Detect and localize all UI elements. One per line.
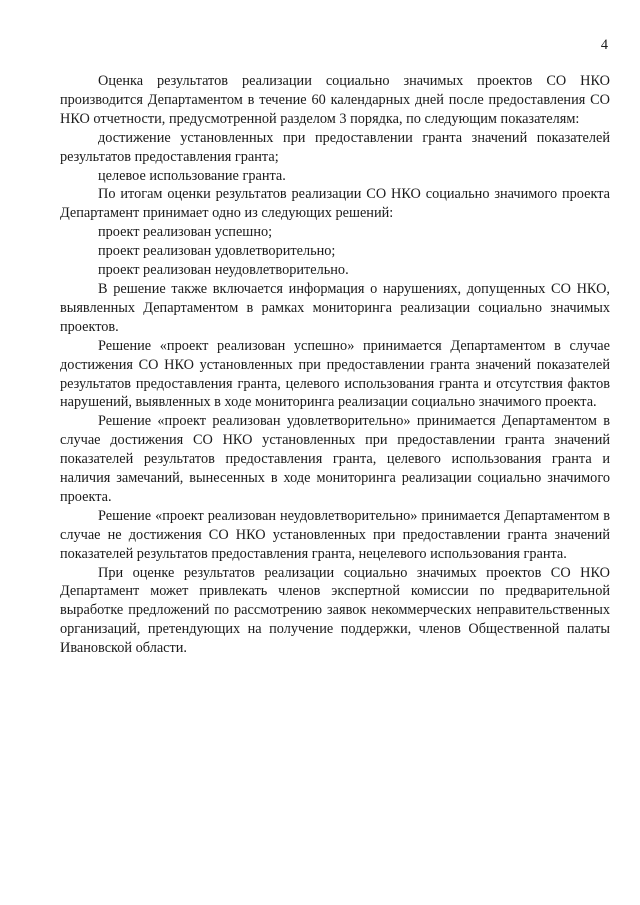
- paragraph-successful-conditions: Решение «проект реализован успешно» принимается Департаментом в случае достижения СО НКО установленных при предоставлении гранта значений показателей результатов предоставления гранта, целевого использования гранта и отсутствия фактов нарушений, выявленных в ходе мониторинга реализации социально значимого проекта.: [60, 337, 610, 411]
- paragraph-expert-commission: При оценке результатов реализации социально значимых проектов СО НКО Департамент может привлекать членов экспертной комиссии по предварительной выработке предложений по рассмотрению заявок некоммерческих неправительственных организаций, претендующих на получение поддержки, членов Общественной палаты Ивановской области.: [60, 564, 610, 657]
- document-body: [60, 72, 610, 658]
- paragraph-satisfactory-conditions: Решение «проект реализован удовлетворительно» принимается Департаментом в случае достижения СО НКО установленных при предоставлении гранта значений показателей результатов предоставления гранта, целевого использования гранта и наличия замечаний, вынесенных в ходе мониторинга реализации социально значимого проекта.: [60, 413, 610, 505]
- paragraph-decision-unsatisfactory: проект реализован неудовлетворительно.: [98, 262, 349, 279]
- paragraph-criterion-target-use: целевое использование гранта.: [98, 167, 286, 184]
- paragraph-unsatisfactory-conditions: Решение «проект реализован неудовлетворительно» принимается Департаментом в случае не достижения СО НКО установленных при предоставлении гранта значений показателей результатов предоставления гранта, нецелевого использования гранта.: [60, 507, 610, 562]
- page-number: 4: [600, 37, 608, 53]
- paragraph-criterion-indicators: достижение установленных при предоставлении гранта значений показателей результатов предоставления гранта;: [60, 129, 610, 165]
- paragraph-decision-satisfactory: проект реализован удовлетворительно;: [98, 243, 336, 260]
- paragraph-decision-successful: проект реализован успешно;: [98, 224, 273, 241]
- paragraph-decisions-intro: По итогам оценки результатов реализации СО НКО социально значимого проекта Департамент принимает одно из следующих решений:: [60, 186, 610, 222]
- paragraph-evaluation-intro: Оценка результатов реализации социально значимых проектов СО НКО производится Департаментом в течение 60 календарных дней после предоставления СО НКО отчетности, предусмотренной разделом 3 порядка, по следующим показателям:: [60, 73, 610, 127]
- paragraph-violations-info: В решение также включается информация о нарушениях, допущенных СО НКО, выявленных Департаментом в рамках мониторинга реализации социально значимых проектов.: [60, 280, 610, 335]
